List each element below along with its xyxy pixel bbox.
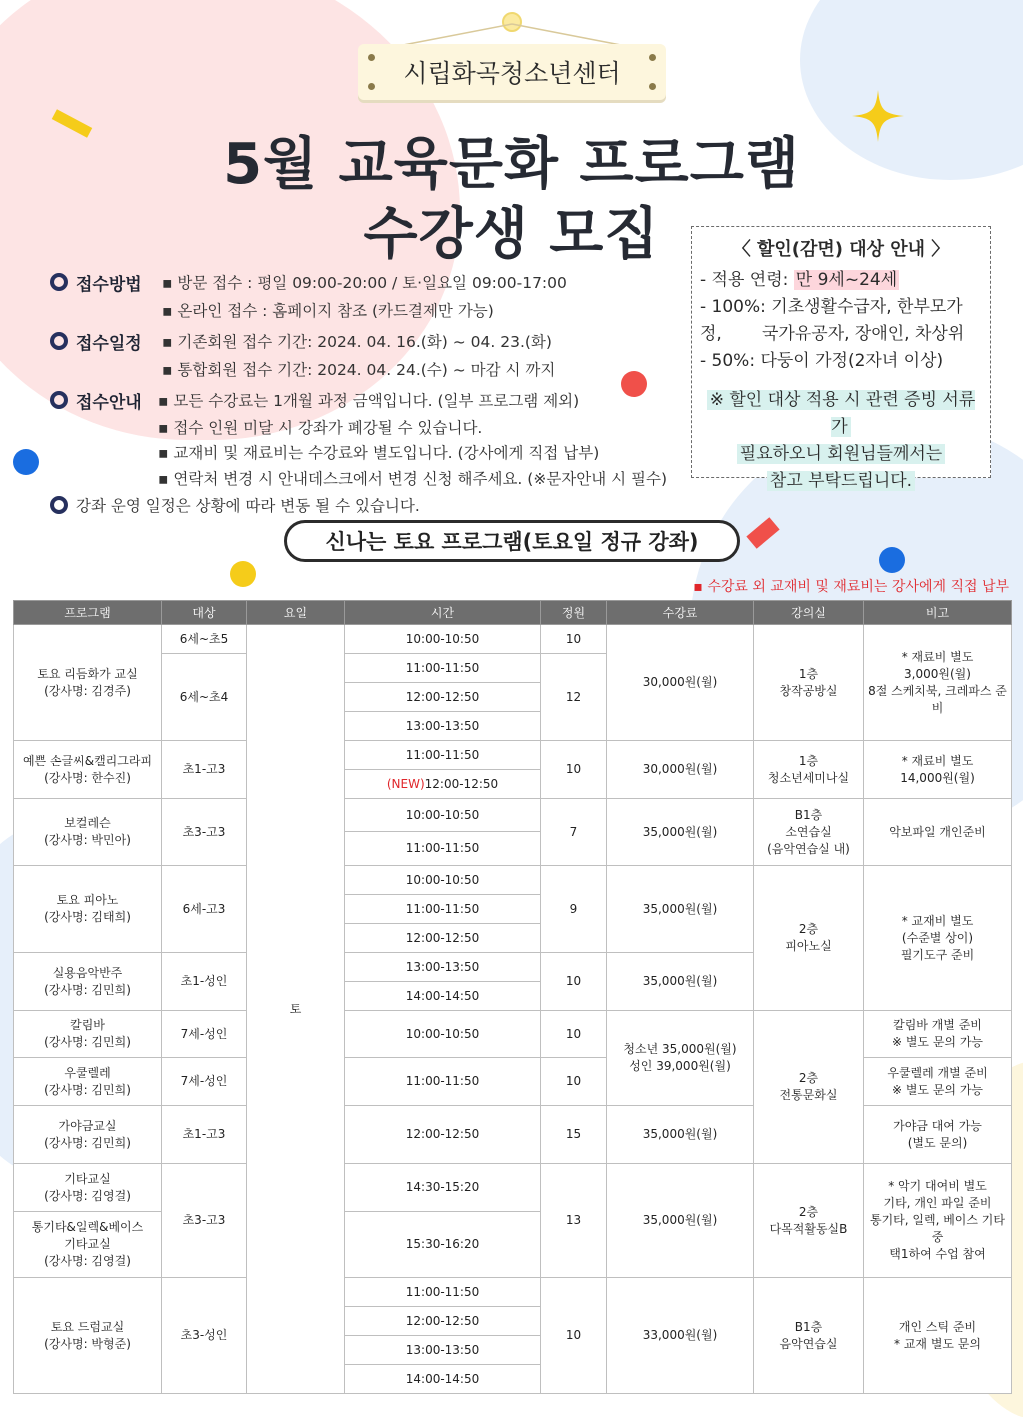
program-cell [14, 799, 162, 866]
time-cell: 14:30-15:20 [345, 1164, 541, 1212]
hanging-string [0, 0, 1023, 50]
blue-dot-decoration-right [879, 547, 905, 573]
time-cell [345, 770, 541, 799]
room-detail: (음악연습실 내) [767, 841, 850, 856]
room-floor: 2층 [798, 922, 819, 936]
capacity-cell: 9 [541, 866, 607, 953]
header-note: 비고 [864, 601, 1012, 625]
time-cell: 13:00-13:50 [345, 953, 541, 982]
note-cell [864, 866, 1012, 1011]
teacher-name: (강사명: 김영걸) [44, 1254, 131, 1268]
capacity-cell: 10 [541, 625, 607, 654]
teacher-name: (강사명: 박민아) [44, 833, 131, 847]
note-line: 우쿨렐레 개별 준비 [887, 1065, 988, 1080]
time-text: 12:00-12:50 [424, 776, 499, 791]
discount-box [691, 226, 991, 491]
program-cell [14, 1106, 162, 1164]
room-cell [754, 799, 864, 866]
program-name: 칼림바 [70, 1018, 105, 1032]
note-line: 가야금 대여 가능 [893, 1118, 982, 1133]
teacher-name: (강사명: 김민희) [44, 1135, 131, 1150]
program-name: 보컬레슨 [64, 816, 111, 830]
note-line: 필기도구 준비 [900, 947, 975, 962]
room-floor: 2층 [798, 1204, 819, 1219]
yellow-dot-decoration [230, 561, 256, 587]
capacity-cell: 7 [541, 799, 607, 866]
room-floor: B1층 [794, 1319, 823, 1334]
time-cell: 10:00-10:50 [345, 866, 541, 895]
note-cell [864, 1164, 1012, 1278]
discount-note-line: ※ 할인 대상 적용 시 관련 증빙 서류가 [707, 390, 976, 437]
teacher-name: (강사명: 김민희) [44, 1035, 131, 1049]
note-line: ※ 별도 문의 가능 [891, 1035, 984, 1049]
note-line: 8절 스케치북, 크레파스 준비 [868, 683, 1007, 715]
note-line: * 교재비 별도 [901, 913, 974, 928]
note-cell: 악보파일 개인준비 [864, 799, 1012, 866]
teacher-name: (강사명: 김태희) [44, 910, 131, 924]
program-cell [14, 625, 162, 741]
header-fee: 수강료 [607, 601, 754, 625]
time-cell: 11:00-11:50 [345, 832, 541, 866]
discount-age-prefix: - 적용 연령: [700, 270, 794, 290]
table-row [14, 741, 1012, 770]
target-cell: 초1-고3 [162, 741, 247, 799]
note-line: 칼림바 개별 준비 [893, 1018, 982, 1032]
time-cell: 13:00-13:50 [345, 712, 541, 741]
discount-note-line: 필요하오니 회원님들께서는 [737, 444, 945, 464]
table-row [14, 1011, 1012, 1058]
header-room: 강의실 [754, 601, 864, 625]
note-cell [864, 1278, 1012, 1394]
program-cell [14, 1164, 162, 1212]
capacity-cell: 10 [541, 1058, 607, 1106]
header-program: 프로그램 [14, 601, 162, 625]
capacity-cell: 15 [541, 1106, 607, 1164]
table-header-row [14, 601, 1012, 625]
time-cell: 14:00-14:50 [345, 1365, 541, 1394]
capacity-cell: 10 [541, 741, 607, 799]
target-cell: 초1-고3 [162, 1106, 247, 1164]
program-cell [14, 1011, 162, 1058]
note-cell [864, 1011, 1012, 1058]
capacity-cell: 13 [541, 1164, 607, 1278]
program-name: 우쿨렐레 [64, 1065, 111, 1080]
discount-note-line: 참고 부탁드립니다. [767, 471, 915, 491]
teacher-name: (강사명: 김경주) [44, 683, 131, 698]
room-name: 피아노실 [785, 939, 832, 953]
time-cell: 11:00-11:50 [345, 895, 541, 924]
fee-cell: 35,000원(월) [607, 1164, 754, 1278]
notice-label: 접수안내 [76, 392, 142, 413]
fee-cell: 30,000원(월) [607, 625, 754, 741]
time-cell: 12:00-12:50 [345, 683, 541, 712]
note-line: ※ 별도 문의 가능 [891, 1082, 984, 1097]
ring-bullet-icon [50, 391, 68, 409]
room-cell [754, 1011, 864, 1164]
note-cell [864, 1058, 1012, 1106]
section-title: 신나는 토요 프로그램(토요일 정규 강좌) [284, 520, 740, 562]
program-name: 기타교실 [64, 1237, 111, 1251]
time-cell: 11:00-11:50 [345, 1058, 541, 1106]
note-line: (수준별 상이) [901, 930, 974, 945]
new-badge: (NEW) [386, 776, 425, 791]
note-line: 통기타, 일렉, 베이스 기타 중 [870, 1213, 1005, 1244]
time-cell: 12:00-12:50 [345, 1307, 541, 1336]
teacher-name: (강사명: 한수진) [44, 770, 131, 785]
table-row [14, 1278, 1012, 1307]
time-cell: 11:00-11:50 [345, 654, 541, 683]
method-label: 접수방법 [76, 274, 142, 295]
time-cell: 14:00-14:50 [345, 982, 541, 1011]
note-line: 택1하여 수업 참여 [889, 1247, 986, 1261]
method-row [50, 268, 690, 296]
schedule-row [50, 327, 690, 355]
target-cell: 7세-성인 [162, 1058, 247, 1106]
ring-bullet-icon [50, 273, 68, 291]
target-cell: 초1-성인 [162, 953, 247, 1011]
time-cell: 12:00-12:50 [345, 924, 541, 953]
day-cell: 토 [247, 625, 345, 1394]
discount-100-line-cont: 국가유공자, 장애인, 차상위 [762, 324, 965, 344]
room-name: 다목적활동실B [769, 1221, 848, 1236]
room-floor: 2층 [798, 1071, 819, 1085]
table-row [14, 799, 1012, 832]
time-cell: 11:00-11:50 [345, 741, 541, 770]
program-cell [14, 953, 162, 1011]
program-table [13, 600, 1012, 1394]
discount-note [700, 387, 982, 495]
fee-cell: 33,000원(월) [607, 1278, 754, 1394]
schedule-label: 접수일정 [76, 333, 142, 354]
program-cell [14, 866, 162, 953]
note-line: * 재료비 별도 [901, 753, 974, 768]
fee-cell: 35,000원(월) [607, 866, 754, 953]
blue-dot-decoration [13, 449, 39, 475]
note-line: 기타, 개인 파일 준비 [883, 1196, 992, 1210]
program-cell [14, 1212, 162, 1278]
capacity-cell: 10 [541, 1278, 607, 1394]
target-cell: 초3-성인 [162, 1278, 247, 1394]
target-cell: 6세~초4 [162, 654, 247, 741]
header-capacity: 정원 [541, 601, 607, 625]
footnote-row [50, 491, 690, 519]
ring-bullet-icon [50, 332, 68, 350]
target-cell: 7세-성인 [162, 1011, 247, 1058]
room-floor: B1층 [794, 807, 823, 822]
footnote-text: 강좌 운영 일정은 상황에 따라 변동 될 수 있습니다. [76, 497, 420, 515]
headline-subtitle: 수강생 모집 [363, 202, 660, 267]
discount-title: 〈 할인(감면) 대상 안내 〉 [732, 239, 950, 260]
registration-info [50, 268, 690, 519]
note-line: 14,000원(월) [900, 770, 975, 785]
room-floor: 1층 [798, 753, 819, 768]
table-row [14, 1164, 1012, 1212]
fee-cell [607, 1011, 754, 1106]
note-line: * 악기 대여비 별도 [888, 1179, 987, 1193]
fee-cell: 35,000원(월) [607, 1106, 754, 1164]
discount-age [700, 267, 982, 294]
room-name: 청소년세미나실 [767, 770, 850, 785]
note-line: * 교재 별도 문의 [894, 1336, 981, 1351]
time-cell: 10:00-10:50 [345, 1011, 541, 1058]
room-name: 창작공방실 [779, 683, 838, 698]
center-name-badge [358, 44, 666, 100]
target-cell: 초3-고3 [162, 1164, 247, 1278]
capacity-cell: 10 [541, 1011, 607, 1058]
header-day: 요일 [247, 601, 345, 625]
notice-item: ▪ 교재비 및 재료비는 수강료와 별도입니다. (강사에게 직접 납부) [158, 443, 600, 462]
program-name: 토요 피아노 [56, 893, 119, 907]
time-cell: 15:30-16:20 [345, 1212, 541, 1278]
table-row [14, 625, 1012, 654]
room-name: 소연습실 [785, 824, 832, 839]
room-cell [754, 1278, 864, 1394]
note-line: * 재료비 별도 [901, 649, 974, 664]
program-name: 기타교실 [64, 1171, 111, 1186]
room-cell [754, 741, 864, 799]
program-name: 실용음악반주 [52, 965, 123, 980]
headline-title: 5월 교육문화 프로그램 [223, 132, 800, 197]
capacity-cell: 12 [541, 654, 607, 741]
time-cell: 12:00-12:50 [345, 1106, 541, 1164]
table-row [14, 866, 1012, 895]
schedule-item: ▪ 통합회원 접수 기간: 2024. 04. 24.(수) ~ 마감 시 까지 [162, 361, 556, 379]
time-cell: 11:00-11:50 [345, 1278, 541, 1307]
fee-note: ▪ 수강료 외 교재비 및 재료비는 강사에게 직접 납부 [693, 579, 1009, 595]
method-item: ▪ 온라인 접수 : 홈페이지 참조 (카드결제만 가능) [162, 302, 494, 320]
target-cell: 초3-고3 [162, 799, 247, 866]
notice-item: ▪ 접수 인원 미달 시 강좌가 폐강될 수 있습니다. [158, 418, 483, 437]
program-name: 토요 리듬화가 교실 [37, 666, 138, 681]
room-cell [754, 1164, 864, 1278]
note-cell [864, 625, 1012, 741]
room-name: 전통문화실 [779, 1088, 838, 1102]
program-name: 가야금교실 [58, 1118, 117, 1133]
fee-line: 성인 39,000원(월) [629, 1059, 731, 1073]
note-cell [864, 1106, 1012, 1164]
capacity-cell: 10 [541, 953, 607, 1011]
fee-line: 청소년 35,000원(월) [623, 1042, 737, 1056]
fee-cell: 30,000원(월) [607, 741, 754, 799]
program-cell [14, 741, 162, 799]
ring-bullet-icon [50, 496, 68, 514]
header-target: 대상 [162, 601, 247, 625]
fee-cell: 35,000원(월) [607, 953, 754, 1011]
program-name: 예쁜 손글씨&캘리그라피 [22, 753, 153, 768]
teacher-name: (강사명: 김민희) [44, 982, 131, 997]
program-name: 통기타&일렉&베이스 [31, 1220, 144, 1234]
discount-age-value: 만 9세~24세 [795, 270, 898, 290]
program-name: 토요 드럼교실 [50, 1319, 125, 1334]
discount-100-line: - 100%: 기초생활수급자, 한부모가정, [700, 297, 963, 344]
note-line: (별도 문의) [907, 1135, 968, 1150]
notice-item: ▪ 모든 수강료는 1개월 과정 금액입니다. (일부 프로그램 제외) [158, 392, 580, 410]
room-floor: 1층 [798, 666, 819, 681]
time-cell: 10:00-10:50 [345, 799, 541, 832]
note-line: 3,000원(월) [904, 666, 971, 681]
program-cell [14, 1278, 162, 1394]
program-cell [14, 1058, 162, 1106]
notice-item: ▪ 연락처 변경 시 안내데스크에서 변경 신청 해주세요. (※문자안내 시 필수) [158, 469, 668, 488]
discount-50-line: - 50%: 다둥이 가정(2자녀 이상) [700, 351, 944, 371]
teacher-name: (강사명: 김영걸) [44, 1188, 131, 1203]
fee-cell: 35,000원(월) [607, 799, 754, 866]
room-cell [754, 625, 864, 741]
target-cell: 6세-고3 [162, 866, 247, 953]
teacher-name: (강사명: 김민희) [44, 1082, 131, 1097]
schedule-item: ▪ 기존회원 접수 기간: 2024. 04. 16.(화) ~ 04. 23.(화) [162, 333, 552, 351]
room-cell [754, 866, 864, 1011]
header-time: 시간 [345, 601, 541, 625]
note-cell [864, 741, 1012, 799]
room-name: 음악연습실 [779, 1336, 838, 1351]
center-name: 시립화곡청소년센터 [403, 59, 621, 88]
time-cell: 10:00-10:50 [345, 625, 541, 654]
note-line: 개인 스틱 준비 [898, 1319, 977, 1334]
teacher-name: (강사명: 박형준) [44, 1336, 131, 1351]
target-cell: 6세~초5 [162, 625, 247, 654]
time-cell: 13:00-13:50 [345, 1336, 541, 1365]
notice-row [50, 386, 690, 414]
method-item: ▪ 방문 접수 : 평일 09:00-20:00 / 토·일요일 09:00-17:00 [162, 274, 567, 292]
